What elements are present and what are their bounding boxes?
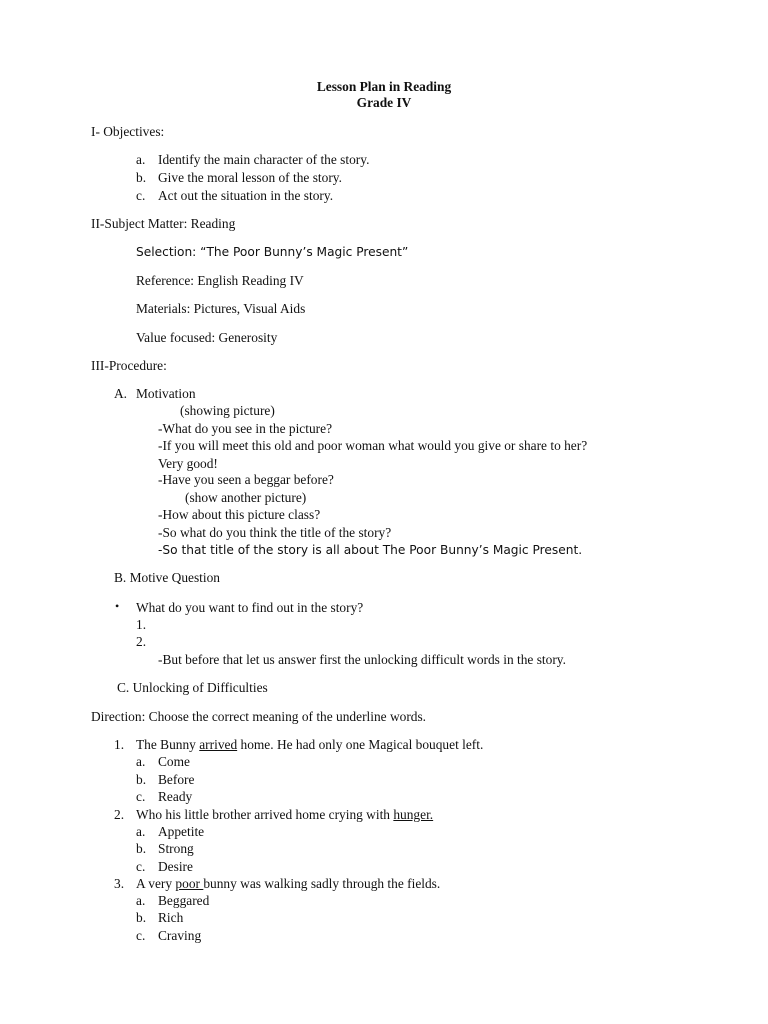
choice-marker: a.	[136, 754, 146, 769]
direction-line: Direction: Choose the correct meaning of the underline words.	[91, 709, 427, 724]
underlined-word: arrived	[199, 737, 238, 752]
selection-line: Selection: “The Poor Bunny’s Magic Present”	[136, 245, 409, 259]
motivation-line: -So what do you think the title of the story?	[158, 525, 392, 540]
choice-text: Appetite	[158, 824, 205, 839]
motivation-line: (showing picture)	[180, 403, 275, 418]
motivation-marker: A.	[114, 386, 128, 401]
choice-text: Rich	[158, 910, 184, 925]
motivation-line: Very good!	[158, 456, 218, 471]
motivation-line: -If you will meet this old and poor woman what would you give or share to her?	[158, 438, 588, 453]
question-number: 3.	[114, 876, 125, 891]
underlined-word: poor	[175, 876, 204, 891]
objective-marker: a.	[136, 152, 146, 167]
question-text	[136, 875, 440, 892]
motive-note: -But before that let us answer first the unlocking difficult words in the story.	[158, 652, 566, 667]
motive-number: 2.	[136, 634, 147, 649]
choice-text: Before	[158, 772, 195, 787]
document-title: Lesson Plan in Reading	[316, 79, 452, 94]
bullet-icon: •	[115, 599, 120, 613]
choice-marker: a.	[136, 893, 146, 908]
question-text-after: home. He had only one Magical bouquet left.	[237, 737, 484, 752]
motivation-line: -So that title of the story is all about The Poor Bunny’s Magic Present.	[158, 543, 583, 557]
question-text-after: bunny was walking sadly through the fields.	[203, 876, 441, 891]
choice-text: Craving	[158, 928, 202, 943]
choice-text: Ready	[158, 789, 193, 804]
choice-text: Strong	[158, 841, 194, 856]
choice-marker: b.	[136, 910, 147, 925]
choice-marker: b.	[136, 772, 147, 787]
objective-marker: b.	[136, 170, 147, 185]
subject-matter-heading: II-Subject Matter: Reading	[91, 216, 236, 231]
choice-text: Beggared	[158, 893, 210, 908]
objective-marker: c.	[136, 188, 146, 203]
choice-text: Desire	[158, 859, 193, 874]
document-subtitle: Grade IV	[356, 95, 412, 110]
objectives-heading: I- Objectives:	[91, 124, 165, 139]
objective-text: Give the moral lesson of the story.	[158, 170, 342, 185]
question-number: 1.	[114, 737, 125, 752]
choice-marker: a.	[136, 824, 146, 839]
motivation-line: (show another picture)	[185, 490, 307, 505]
underlined-word: hunger.	[393, 807, 434, 822]
question-number: 2.	[114, 807, 125, 822]
value-line: Value focused: Generosity	[136, 330, 278, 345]
question-text-before: Who his little brother arrived home crying with	[136, 807, 394, 822]
objective-text: Identify the main character of the story.	[158, 152, 370, 167]
choice-marker: c.	[136, 789, 146, 804]
unlocking-heading: C. Unlocking of Difficulties	[117, 680, 268, 695]
motive-question-text: What do you want to find out in the story?	[136, 600, 364, 615]
reference-line: Reference: English Reading IV	[136, 273, 304, 288]
question-text	[136, 736, 483, 753]
motive-question-heading: B. Motive Question	[114, 570, 221, 585]
choice-marker: b.	[136, 841, 147, 856]
procedure-heading: III-Procedure:	[91, 358, 167, 373]
motivation-line: -How about this picture class?	[158, 507, 321, 522]
question-text-before: A very	[136, 876, 176, 891]
question-text	[136, 806, 433, 823]
choice-marker: c.	[136, 859, 146, 874]
motivation-line: -Have you seen a beggar before?	[158, 472, 334, 487]
objective-text: Act out the situation in the story.	[158, 188, 334, 203]
choice-text: Come	[158, 754, 190, 769]
materials-line: Materials: Pictures, Visual Aids	[136, 301, 306, 316]
motive-number: 1.	[136, 617, 147, 632]
choice-marker: c.	[136, 928, 146, 943]
motivation-line: -What do you see in the picture?	[158, 421, 333, 436]
question-text-before: The Bunny	[136, 737, 200, 752]
motivation-label: Motivation	[136, 386, 196, 401]
